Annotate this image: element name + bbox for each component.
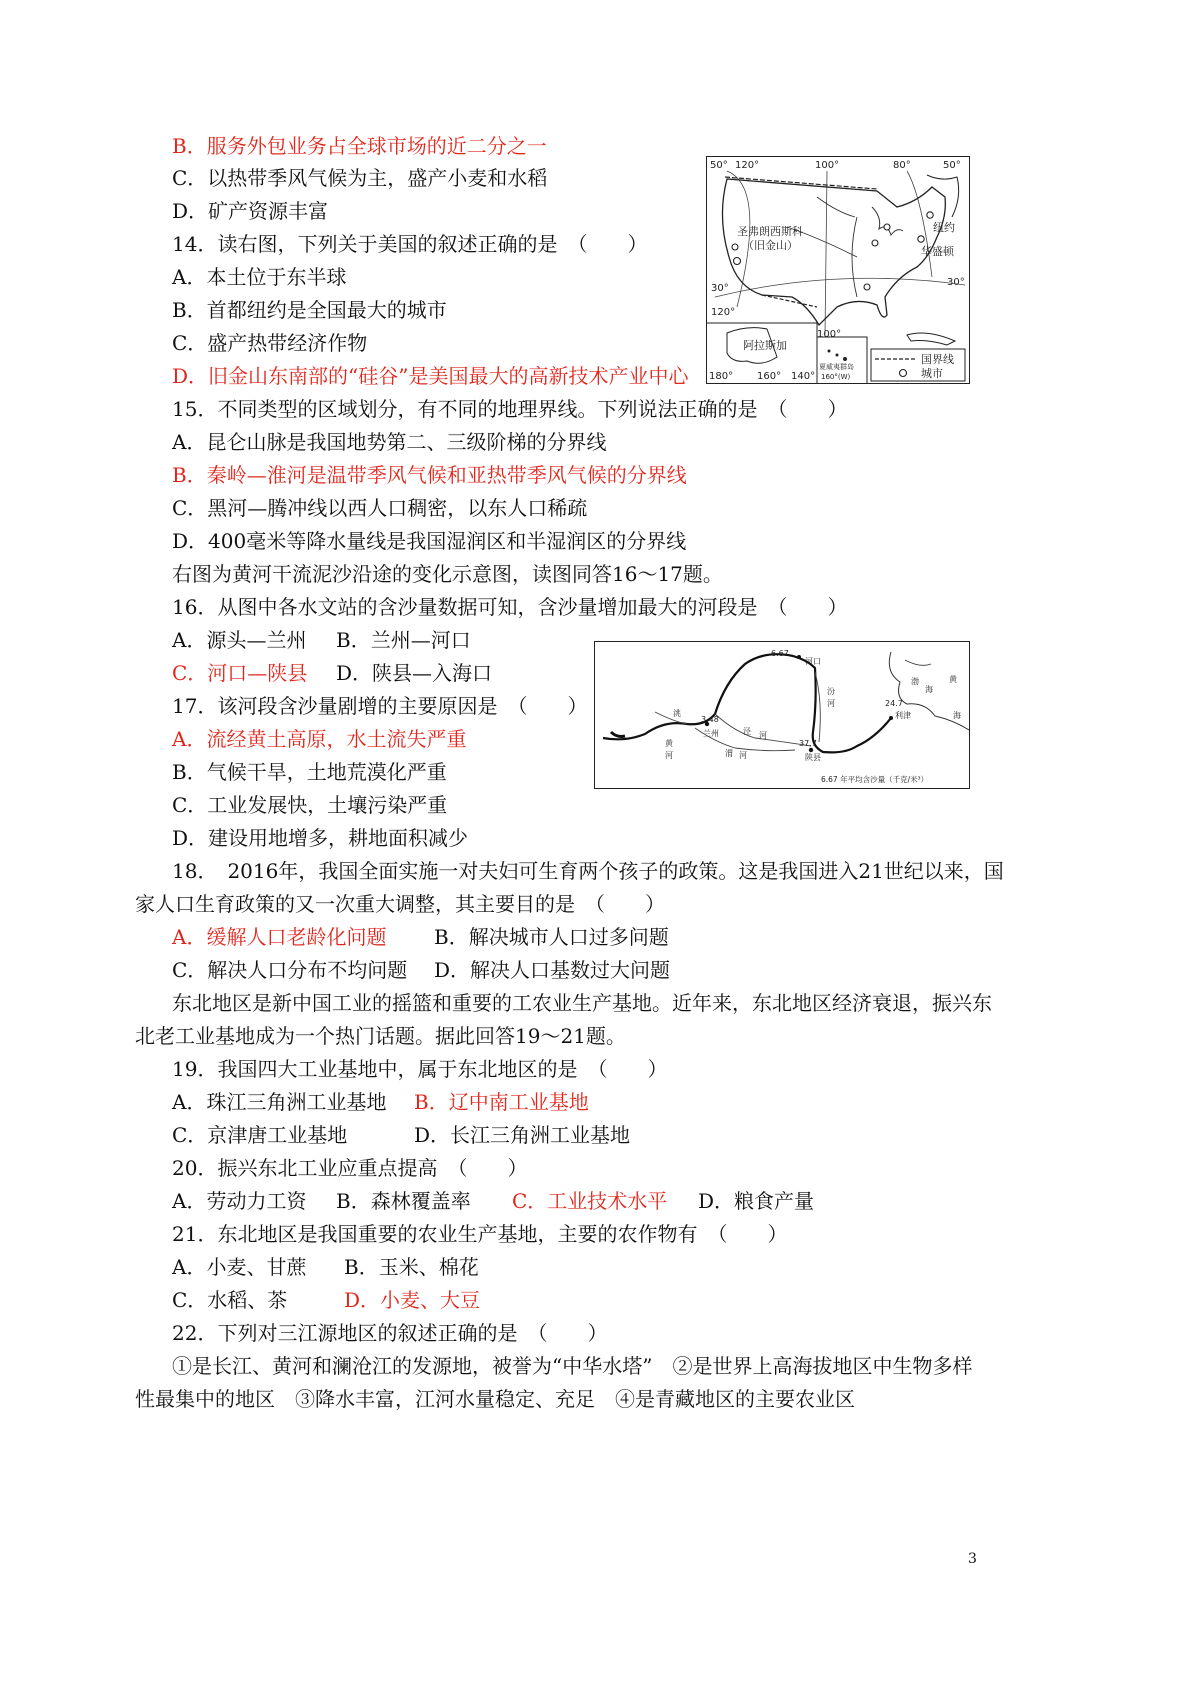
q18-option-c: C．解决人口分布不均问题 (172, 958, 408, 982)
lat-label-30n-left: 30° (711, 283, 729, 294)
river-map-caption: 6.67 年平均含沙量（千克/米³） (821, 775, 929, 784)
hawaii-lon-label: 160°(W) (821, 373, 851, 381)
q19-option-b: B．辽中南工业基地 (414, 1090, 589, 1114)
q19-option-c: C．京津唐工业基地 (172, 1123, 348, 1147)
q20-option-d: D．粮食产量 (698, 1189, 815, 1213)
lon-label-120w: 120° (735, 160, 760, 171)
label-huang: 黄 (665, 739, 673, 748)
q16-option-a: A．源头—兰州 (172, 628, 307, 652)
lat-label-30n-right: 30° (947, 277, 965, 288)
city-label-san-francisco-alt: （旧金山） (743, 239, 798, 252)
yellow-river-map (594, 641, 970, 789)
label-jing-he: 河 (759, 731, 767, 740)
station-lijin-value: 24.7 (885, 699, 903, 708)
legend-city: 城市 (921, 367, 943, 380)
station-lanzhou-label: 兰州 (703, 729, 719, 738)
lon-label-100w-bottom: 100° (817, 329, 842, 340)
label-bohai: 海 (925, 685, 933, 694)
lon-label-100w: 100° (815, 160, 840, 171)
yellow-river-drawing (595, 642, 969, 788)
q19-21-intro-line1: 东北地区是新中国工业的摇篮和重要的工农业生产基地。近年来，东北地区经济衰退，振兴东 (172, 991, 992, 1015)
city-label-san-francisco: 圣弗朗西斯科 (737, 225, 803, 238)
station-shanxian-label: 陕县 (805, 753, 821, 762)
q18-stem-line2: 家人口生育政策的又一次重大调整，其主要目的是 （ ） (135, 892, 665, 916)
region-label-hawaii: 夏威夷群岛 (819, 363, 854, 371)
q18-option-b: B．解决城市人口过多问题 (434, 925, 669, 949)
q19-stem: 19．我国四大工业基地中，属于东北地区的是 （ ） (172, 1057, 668, 1081)
q13-option-b: B．服务外包业务占全球市场的近二分之一 (172, 134, 547, 158)
q15-option-c: C．黑河—腾冲线以西人口稠密，以东人口稀疏 (172, 496, 588, 520)
q13-option-c: C．以热带季风气候为主，盛产小麦和水稻 (172, 166, 548, 190)
q20-option-c: C．工业技术水平 (512, 1189, 668, 1213)
q16-option-d: D．陕县—入海口 (336, 661, 493, 685)
q13-option-d: D．矿产资源丰富 (172, 199, 329, 223)
q15-option-d: D．400毫米等降水量线是我国湿润区和半湿润区的分界线 (172, 529, 687, 553)
q16-17-intro: 右图为黄河干流泥沙沿途的变化示意图，读图同答16～17题。 (172, 562, 723, 586)
q22-stem: 22．下列对三江源地区的叙述正确的是 （ ） (172, 1321, 608, 1345)
q19-option-a: A．珠江三角洲工业基地 (172, 1090, 387, 1114)
q15-option-b: B．秦岭—淮河是温带季风气候和亚热带季风气候的分界线 (172, 463, 687, 487)
q22-statements-line1: ①是长江、黄河和澜沧江的发源地，被誉为“中华水塔” ②是世界上高海拔地区中生物多样 (172, 1354, 973, 1378)
station-lanzhou-value: 3.48 (701, 715, 719, 724)
q21-option-b: B．玉米、棉花 (344, 1255, 479, 1279)
q17-stem: 17．该河段含沙量剧增的主要原因是 （ ） (172, 694, 588, 718)
q21-option-a: A．小麦、甘蔗 (172, 1255, 307, 1279)
q14-stem: 14．读右图，下列关于美国的叙述正确的是 （ ） (172, 232, 648, 256)
station-hekou-label: 河口 (805, 657, 821, 666)
label-tao: 洮 (673, 709, 681, 718)
q17-option-a: A．流经黄土高原，水土流失严重 (172, 727, 467, 751)
lon-label-80w: 80° (893, 160, 911, 171)
label-yellow-sea: 黄 (949, 675, 957, 684)
label-wei: 渭 (725, 749, 733, 758)
q14-option-c: C．盛产热带经济作物 (172, 331, 368, 355)
label-he: 河 (665, 751, 673, 760)
q18-option-d: D．解决人口基数过大问题 (434, 958, 671, 982)
label-yellow-sea-hai: 海 (953, 711, 961, 720)
city-label-washington: 华盛顿 (921, 245, 954, 258)
station-hekou-value: 6.67 (771, 649, 789, 658)
lon-label-50w-right: 50° (943, 160, 961, 171)
q19-21-intro-line2: 北老工业基地成为一个热门话题。据此回答19～21题。 (135, 1024, 626, 1048)
usa-map (706, 156, 970, 384)
lon-label-160w: 160° (757, 371, 782, 382)
label-fen: 汾 (827, 687, 835, 696)
q21-stem: 21．东北地区是我国重要的农业生产基地，主要的农作物有 （ ） (172, 1222, 788, 1246)
station-lijin-label: 利津 (895, 711, 911, 720)
q16-option-c: C．河口—陕县 (172, 661, 308, 685)
lon-label-140w: 140° (791, 371, 816, 382)
q15-option-a: A．昆仑山脉是我国地势第二、三级阶梯的分界线 (172, 430, 607, 454)
q18-stem-line1: 18． 2016年，我国全面实施一对夫妇可生育两个孩子的政策。这是我国进入21世纪以来，国 (172, 859, 1004, 883)
q15-stem: 15．不同类型的区域划分，有不同的地理界线。下列说法正确的是 （ ） (172, 397, 848, 421)
label-jing: 泾 (743, 727, 751, 736)
q20-stem: 20．振兴东北工业应重点提高 （ ） (172, 1156, 528, 1180)
q22-statements-line2: 性最集中的地区 ③降水丰富，江河水量稳定、充足 ④是青藏地区的主要农业区 (135, 1387, 855, 1411)
q17-option-c: C．工业发展快，土壤污染严重 (172, 793, 448, 817)
q18-option-a: A．缓解人口老龄化问题 (172, 925, 387, 949)
station-shanxian-value: 37.7 (799, 739, 817, 748)
q20-option-b: B．森林覆盖率 (336, 1189, 471, 1213)
q20-option-a: A．劳动力工资 (172, 1189, 307, 1213)
q17-option-d: D．建设用地增多，耕地面积减少 (172, 826, 469, 850)
page-number: 3 (968, 1551, 977, 1567)
q14-option-b: B．首都纽约是全国最大的城市 (172, 298, 447, 322)
q14-option-a: A．本土位于东半球 (172, 265, 347, 289)
q16-option-b: B．兰州—河口 (336, 628, 471, 652)
q16-stem: 16．从图中各水文站的含沙量数据可知，含沙量增加最大的河段是 （ ） (172, 595, 848, 619)
lon-label-120w-left: 120° (711, 307, 736, 318)
lon-label-180: 180° (709, 371, 734, 382)
city-label-new-york: 纽约 (933, 221, 955, 234)
lon-label-50w: 50° (710, 160, 728, 171)
usa-map-drawing (707, 157, 969, 383)
label-fen-he: 河 (827, 699, 835, 708)
q17-option-b: B．气候干旱，土地荒漠化严重 (172, 760, 447, 784)
q19-option-d: D．长江三角洲工业基地 (414, 1123, 631, 1147)
legend-border: 国界线 (921, 353, 954, 366)
q21-option-d: D．小麦、大豆 (344, 1288, 481, 1312)
q21-option-c: C．水稻、茶 (172, 1288, 288, 1312)
label-bo: 渤 (911, 677, 919, 686)
label-wei-he: 河 (739, 751, 747, 760)
region-label-alaska: 阿拉斯加 (743, 339, 787, 352)
q14-option-d: D．旧金山东南部的“硅谷”是美国最大的高新技术产业中心 (172, 364, 689, 388)
